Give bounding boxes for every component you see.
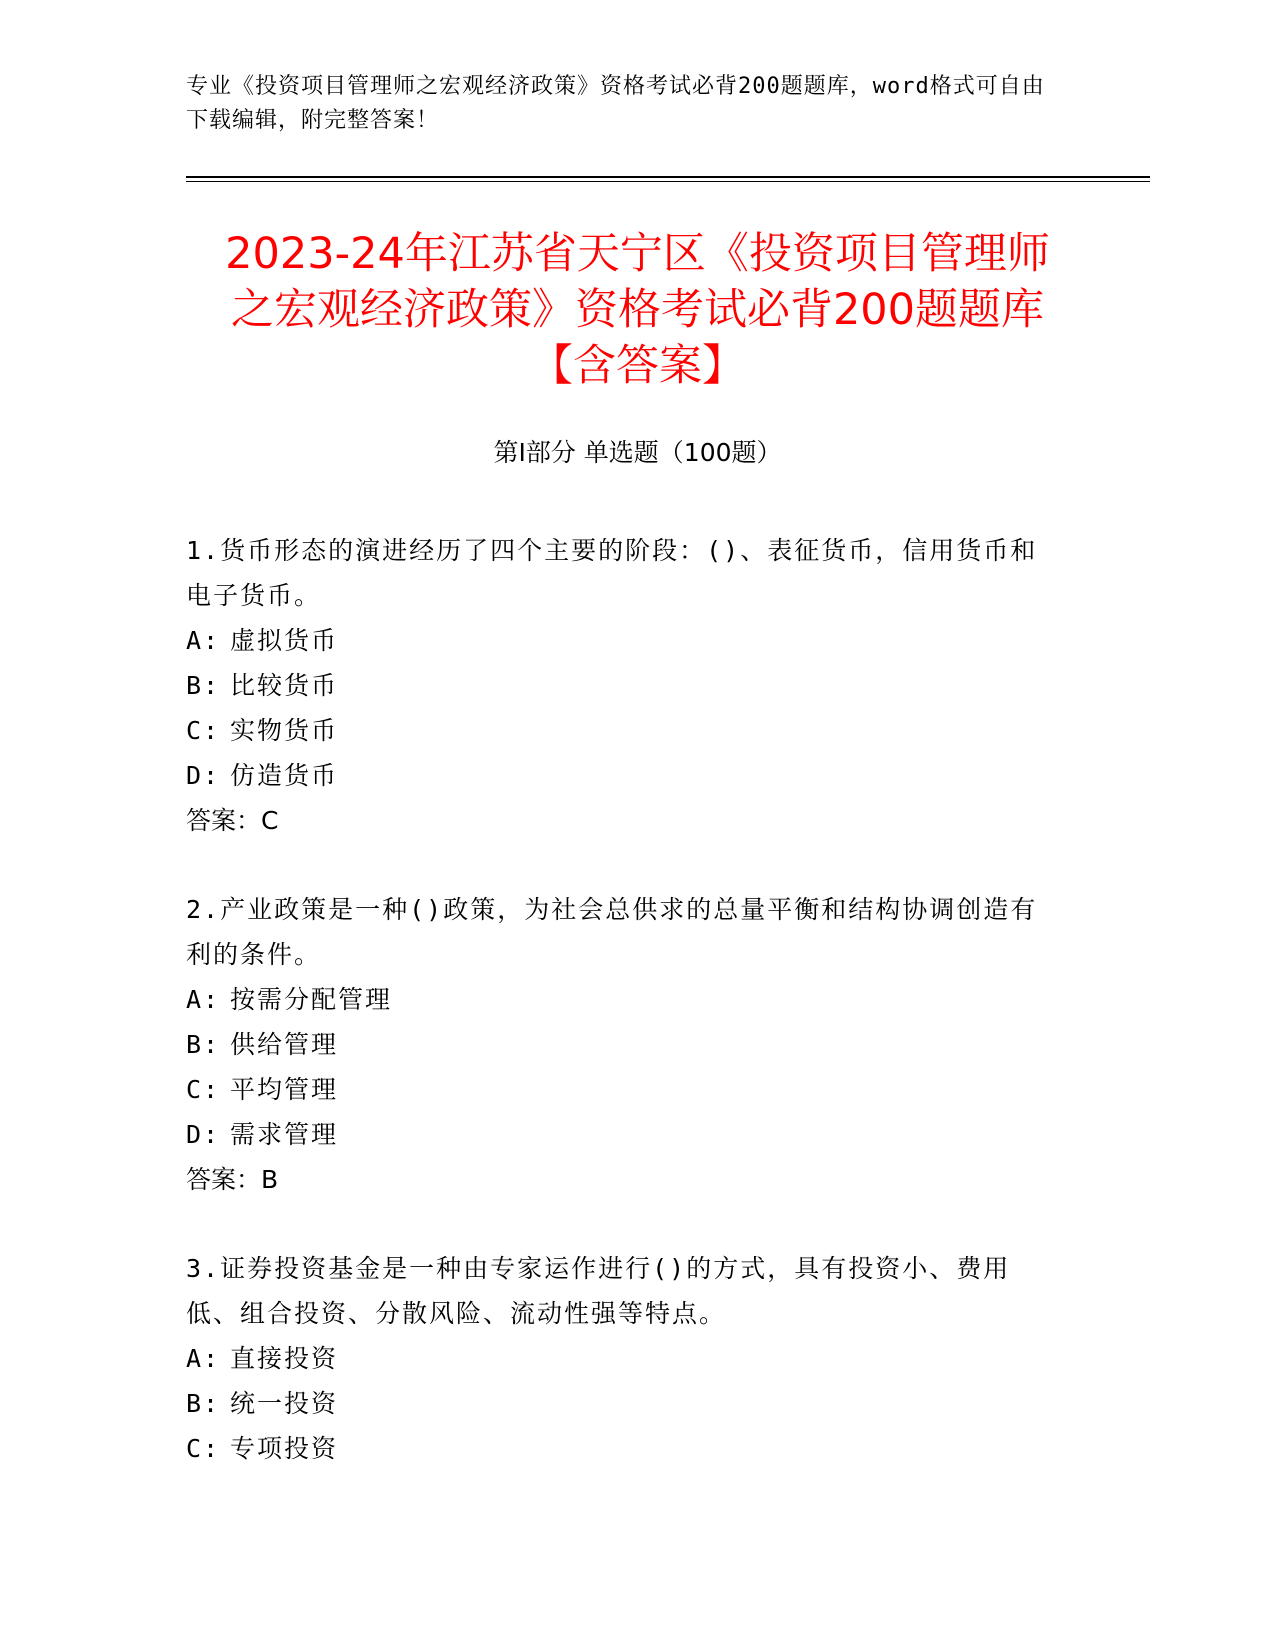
option-b	[186, 663, 1056, 708]
title-line-1: 2023-24年江苏省天宁区《投资项目管理师	[225, 229, 1050, 279]
option-key: D:	[186, 761, 221, 790]
option-key: A:	[186, 985, 221, 1014]
option-key: B:	[186, 1389, 221, 1418]
option-key: C:	[186, 1434, 221, 1463]
title-line-2: 之宏观经济政策》资格考试必背200题题库	[230, 285, 1045, 335]
option-key: B:	[186, 1030, 221, 1059]
option-text: 统一投资	[230, 1389, 339, 1418]
question-answer: 答案：B	[186, 1165, 279, 1194]
option-c	[186, 1426, 1056, 1471]
option-a	[186, 618, 1056, 663]
header-rule-thin	[186, 181, 1150, 182]
question-stem: 3.证券投资基金是一种由专家运作进行()的方式，具有投资小、费用低、组合投资、分散风险、流动性强等特点。	[186, 1254, 1011, 1328]
option-c	[186, 1067, 1056, 1112]
option-text: 供给管理	[230, 1030, 339, 1059]
option-text: 需求管理	[230, 1120, 339, 1149]
option-d	[186, 753, 1056, 798]
question-stem: 1.货币形态的演进经历了四个主要的阶段：()、表征货币，信用货币和电子货币。	[186, 536, 1038, 610]
option-b	[186, 1022, 1056, 1067]
title-line-3: 【含答案】	[530, 341, 745, 391]
option-text: 专项投资	[230, 1434, 339, 1463]
header-note: 专业《投资项目管理师之宏观经济政策》资格考试必背200题题库，word格式可自由下载编辑，附完整答案！	[186, 74, 1045, 133]
question-3	[186, 1246, 1056, 1471]
option-b	[186, 1381, 1056, 1426]
question-1	[186, 528, 1056, 843]
option-c	[186, 708, 1056, 753]
option-text: 实物货币	[230, 716, 339, 745]
option-key: D:	[186, 1120, 221, 1149]
option-key: C:	[186, 716, 221, 745]
option-key: A:	[186, 626, 221, 655]
option-a	[186, 1336, 1056, 1381]
option-a	[186, 977, 1056, 1022]
question-stem: 2.产业政策是一种()政策，为社会总供求的总量平衡和结构协调创造有利的条件。	[186, 895, 1038, 969]
option-d	[186, 1112, 1056, 1157]
option-key: C:	[186, 1075, 221, 1104]
document-title	[150, 226, 1125, 394]
option-text: 平均管理	[230, 1075, 339, 1104]
question-answer: 答案：C	[186, 806, 279, 835]
option-key: A:	[186, 1344, 221, 1373]
header-rule-thick	[186, 176, 1150, 178]
section-heading: 第I部分 单选题（100题）	[493, 438, 782, 467]
question-list	[186, 528, 1056, 1515]
option-text: 按需分配管理	[230, 985, 393, 1014]
option-text: 直接投资	[230, 1344, 339, 1373]
option-key: B:	[186, 671, 221, 700]
question-2	[186, 887, 1056, 1202]
option-text: 虚拟货币	[230, 626, 339, 655]
option-text: 比较货币	[230, 671, 339, 700]
option-text: 仿造货币	[230, 761, 339, 790]
